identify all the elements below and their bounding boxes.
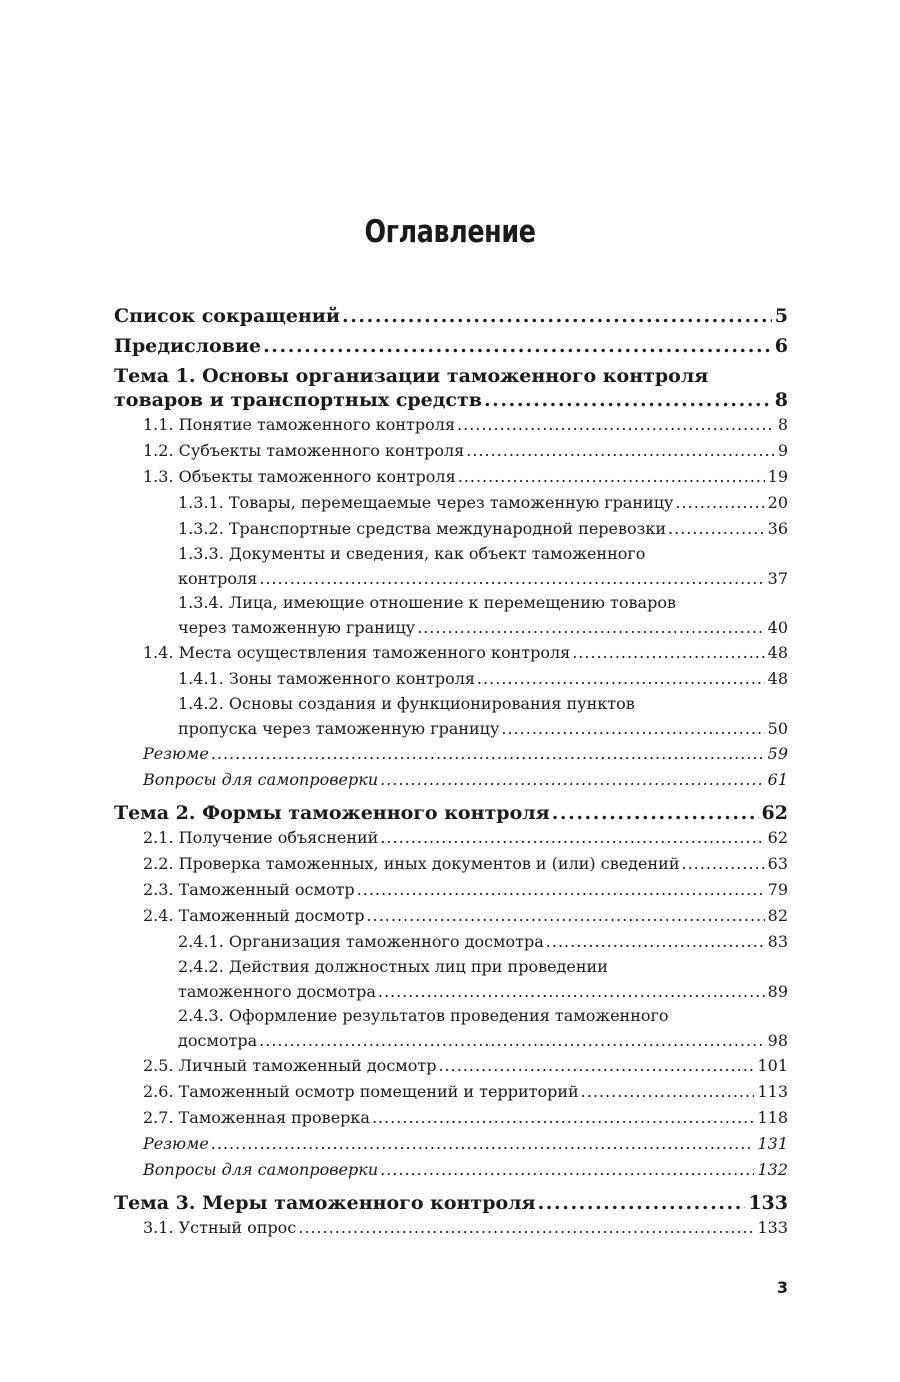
toc-label: 2.7. Таможенная проверка <box>143 1108 370 1127</box>
toc-label: 1.3.2. Транспортные средства международной перевозки <box>178 519 667 538</box>
toc-page: 50 <box>767 718 788 738</box>
toc-page: 20 <box>767 493 788 512</box>
toc-entry-2-questions[interactable] <box>114 1157 788 1183</box>
toc-label-line1: 1.3.4. Лица, имеющие отношение к перемещению товаров <box>178 593 676 612</box>
toc-label-line1: 2.4.3. Оформление результатов проведения таможенного <box>178 1006 669 1025</box>
toc-page: 79 <box>767 880 788 899</box>
toc-entry-2-1[interactable] <box>114 825 788 851</box>
toc-entry-2-7[interactable] <box>114 1105 788 1131</box>
toc-page: 98 <box>767 1030 788 1050</box>
toc-page: 37 <box>767 568 788 588</box>
toc-label: 1.4.1. Зоны таможенного контроля <box>178 669 475 688</box>
toc-label: 1.2. Субъекты таможенного контроля <box>143 441 465 460</box>
toc-page: 133 <box>757 1218 788 1237</box>
toc-entry-1-questions[interactable] <box>114 767 788 793</box>
toc-label: товаров и транспортных средств <box>114 389 482 411</box>
toc-page: 6 <box>774 335 788 357</box>
toc-entry-topic-1[interactable] <box>114 364 788 412</box>
toc-page: 36 <box>767 519 788 538</box>
toc-entry-2-4-2[interactable] <box>114 955 788 1004</box>
toc-entry-2-4[interactable] <box>114 903 788 929</box>
toc-label-line1: Тема 1. Основы организации таможенного контроля <box>114 365 709 387</box>
toc-page: 132 <box>757 1160 788 1179</box>
toc-label-line1: 1.3.3. Документы и сведения, как объект таможенного <box>178 544 646 563</box>
toc-page: 118 <box>757 1108 788 1127</box>
toc-label: 3.1. Устный опрос <box>143 1218 297 1237</box>
toc-page: 62 <box>761 802 788 824</box>
table-of-contents <box>114 304 788 1241</box>
toc-page: 63 <box>767 854 788 873</box>
toc-label: 2.2. Проверка таможенных, иных документов и (или) сведений <box>143 854 680 873</box>
toc-label: 1.3. Объекты таможенного контроля <box>143 467 456 486</box>
toc-entry-abbreviations[interactable] <box>114 304 788 328</box>
toc-page: 89 <box>767 981 788 1001</box>
toc-label: 2.4. Таможенный досмотр <box>143 906 365 925</box>
toc-label: Вопросы для самопроверки <box>143 1160 379 1179</box>
toc-label: досмотра <box>178 1030 258 1050</box>
toc-page: 8 <box>774 389 788 411</box>
toc-label: 2.6. Таможенный осмотр помещений и территорий <box>143 1082 579 1101</box>
toc-page: 40 <box>767 617 788 637</box>
toc-page: 9 <box>777 441 788 460</box>
toc-entry-3-1[interactable] <box>114 1215 788 1241</box>
toc-entry-2-summary[interactable] <box>114 1131 788 1157</box>
toc-label: Резюме <box>143 744 209 763</box>
toc-page: 19 <box>767 467 788 486</box>
toc-page: 131 <box>757 1134 788 1153</box>
toc-entry-topic-2[interactable] <box>114 801 788 825</box>
toc-label: контроля <box>178 568 258 588</box>
toc-entry-1-3-4[interactable] <box>114 591 788 640</box>
toc-entry-1-3[interactable] <box>114 464 788 490</box>
toc-entry-1-summary[interactable] <box>114 741 788 767</box>
toc-label: через таможенную границу <box>178 617 416 637</box>
toc-label: таможенного досмотра <box>178 981 376 1001</box>
toc-page: 8 <box>777 415 788 434</box>
toc-page: 48 <box>767 669 788 688</box>
toc-label: Тема 3. Меры таможенного контроля <box>114 1192 536 1214</box>
toc-entry-1-3-3[interactable] <box>114 542 788 591</box>
toc-entry-2-2[interactable] <box>114 851 788 877</box>
toc-label: 1.4. Места осуществления таможенного контроля <box>143 643 571 662</box>
toc-entry-1-4-2[interactable] <box>114 692 788 741</box>
toc-label: 2.4.1. Организация таможенного досмотра <box>178 932 544 951</box>
toc-page: 133 <box>748 1192 788 1214</box>
page-title: Оглавление <box>364 214 536 250</box>
toc-entry-1-4[interactable] <box>114 640 788 666</box>
toc-page: 82 <box>767 906 788 925</box>
toc-label: Список сокращений <box>114 305 340 327</box>
toc-label: 2.3. Таможенный осмотр <box>143 880 355 899</box>
toc-page: 101 <box>757 1056 788 1075</box>
toc-entry-topic-3[interactable] <box>114 1191 788 1215</box>
toc-entry-2-4-1[interactable] <box>114 929 788 955</box>
toc-label: Предисловие <box>114 335 262 357</box>
toc-label-line1: 1.4.2. Основы создания и функционирования пунктов <box>178 694 635 713</box>
toc-label: Резюме <box>143 1134 209 1153</box>
toc-label: Вопросы для самопроверки <box>143 770 379 789</box>
toc-page: 61 <box>767 770 788 789</box>
toc-page: 83 <box>767 932 788 951</box>
page-number: 3 <box>776 1278 788 1297</box>
toc-page: 59 <box>767 744 788 763</box>
toc-label: 1.1. Понятие таможенного контроля <box>143 415 456 434</box>
toc-entry-2-6[interactable] <box>114 1079 788 1105</box>
toc-page: 48 <box>767 643 788 662</box>
toc-entry-preface[interactable] <box>114 334 788 358</box>
toc-entry-2-5[interactable] <box>114 1053 788 1079</box>
toc-page: 62 <box>767 828 788 847</box>
toc-label: пропуска через таможенную границу <box>178 718 500 738</box>
toc-entry-1-4-1[interactable] <box>114 666 788 692</box>
toc-entry-1-3-1[interactable] <box>114 490 788 516</box>
toc-entry-2-3[interactable] <box>114 877 788 903</box>
toc-entry-1-3-2[interactable] <box>114 516 788 542</box>
toc-page: 113 <box>757 1082 788 1101</box>
toc-entry-1-1[interactable] <box>114 412 788 438</box>
toc-label: Тема 2. Формы таможенного контроля <box>114 802 550 824</box>
toc-label: 2.5. Личный таможенный досмотр <box>143 1056 437 1075</box>
toc-entry-1-2[interactable] <box>114 438 788 464</box>
toc-label-line1: 2.4.2. Действия должностных лиц при проведении <box>178 957 608 976</box>
toc-entry-2-4-3[interactable] <box>114 1004 788 1053</box>
toc-label: 2.1. Получение объяснений <box>143 828 379 847</box>
toc-label: 1.3.1. Товары, перемещаемые через таможенную границу <box>178 493 674 512</box>
toc-page: 5 <box>774 305 788 327</box>
